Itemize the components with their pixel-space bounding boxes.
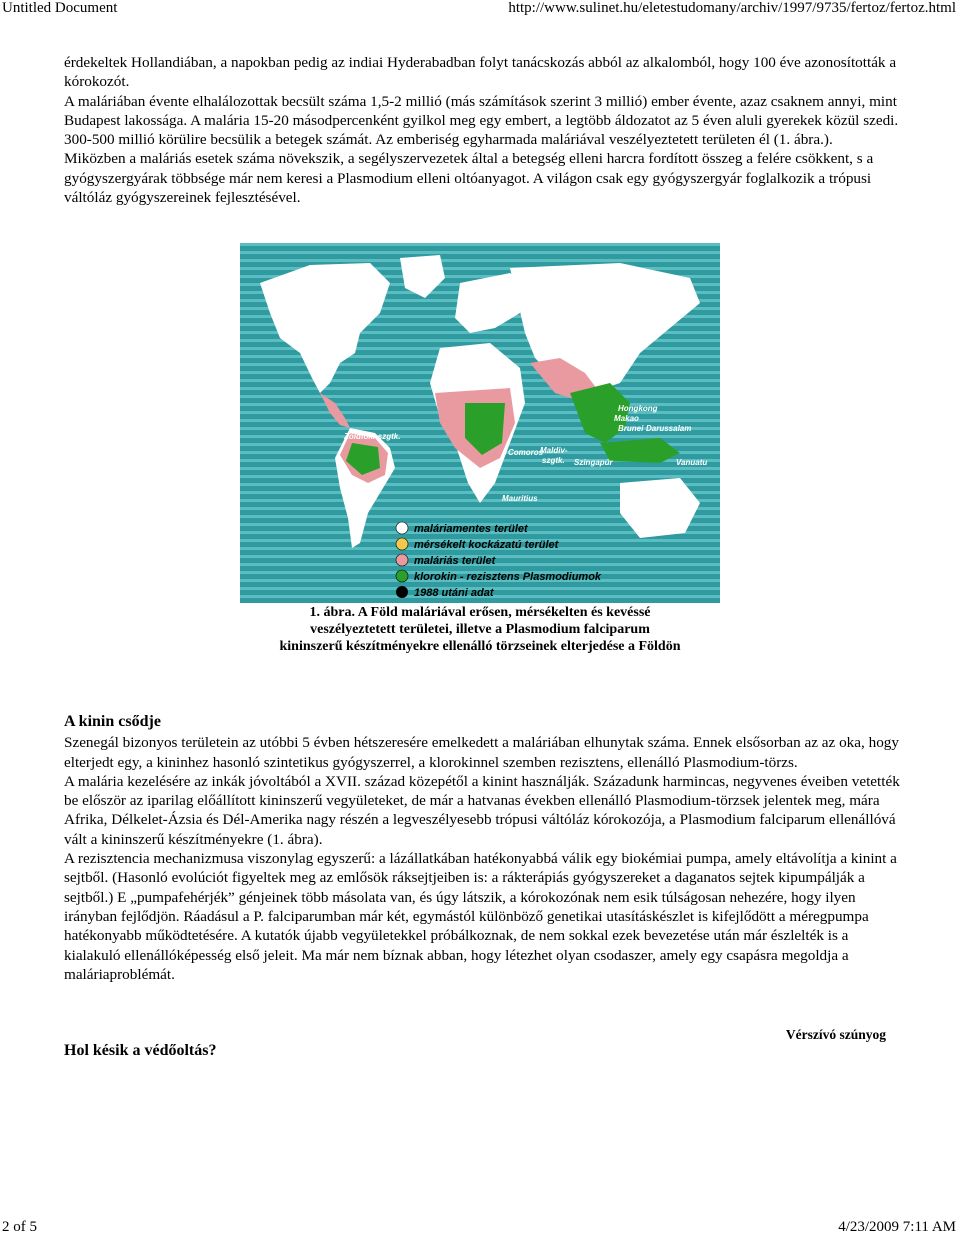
map-label-darussalam: Darussalam [646, 424, 692, 433]
kinin-paragraph: A malária kezelésére az inkák jóvoltából a XVII. század közepétől a kinint használják. Századunk harmincas, negyvenes éveiben vetették be először az iparilag előállított kininszerű vegyületeket, de már a hatvanas években ellenálló Plasmodium-törzsek jelentek meg, mára Afrika, Délkelet-Ázsia és Dél-Amerika nagy részén a legveszélyesebb trópusi váltóláz kórokozója, a Plasmodium falciparum ellenállóvá vált a kininszerű készítményekre (1. ábra). [64, 772, 900, 848]
legend-label-malaria: maláriás terület [414, 555, 496, 567]
malaria-world-map [240, 243, 720, 603]
figure-caption-line: kininszerű készítményekre ellenálló törzseinek elterjedése a Földön [279, 639, 681, 654]
legend-swatch-moderate-risk [396, 538, 408, 550]
kinin-paragraph: Szenegál bizonyos területein az utóbbi 5 évben hétszeresére emelkedett a maláriában elhunytak száma. Ennek elsősorban az az oka, hogy elterjedt egy, a kininhez hasonló szintetikus gyógyszerrel, a klorokinnel szemben rezisztens, ellenálló Plasmodium-törzs. [64, 734, 899, 771]
section-heading-vaccine: Hol késik a védőoltás? [64, 1042, 217, 1059]
browser-page-url: http://www.sulinet.hu/eletestudomany/archiv/1997/9735/fertoz/fertoz.html [508, 0, 956, 16]
legend-swatch-malaria [396, 554, 408, 566]
page-counter: 2 of 5 [2, 1219, 37, 1235]
image-caption-mosquito: Vérszívó szúnyog [785, 1027, 886, 1042]
world-map-graphic [240, 243, 720, 603]
legend-label-malaria-free: maláriamentes terület [414, 523, 528, 535]
map-label-maldiv: Maldiv- [540, 446, 568, 455]
intro-paragraph: A maláriában évente elhalálozottak becsült száma 1,5-2 millió (más számítások szerint 3 millió) ember évente, azaz csaknem annyi, mint Budapest lakossága. A malária 15-20 másodpercenként gyilkol meg egy embert, a legtöbb áldozatot az 5 éven aluli gyerekek közül szedi. 300-500 millió körülire becsülik a betegek számát. Az emberiség egyharmada maláriával veszélyeztetett területen él (1. ábra.). [64, 92, 899, 149]
legend-swatch-resistant [396, 570, 408, 582]
browser-page-title: Untitled Document [2, 0, 118, 16]
intro-paragraph: Miközben a maláriás esetek száma növekszik, a segélyszervezetek által a betegség elleni harcra fordított összeg a felére csökkent, s a gyógyszergyárak többsége már nem keresi a Plasmodium elleni oltóanyagot. A világon csak egy gyógyszergyár foglalkozik a trópusi váltóláz gyógyszereinek fejlesztésével. [64, 150, 874, 207]
kinin-paragraph: A rezisztencia mechanizmusa viszonylag egyszerű: a lázállatkában hatékonyabbá válik egy biokémiai pumpa, amely eltávolítja a kinint a sejtből. (Hasonló evolúciót figyeltek meg az emlősök ráksejtjeiben is: a rákterápiás gyógyszereket a daganatos sejtek kipumpálják a sejtből.) E „pumpafehérjék” génjeinek több másolata van, és úgy látszik, a kórokozónak nem esik túlságosan nehezére, hogy ilyen irányban fejlődjön. Ráadásul a P. falciparumban már két, egymástól különböző genetikai utasításkészlet is kifejlődött a méregpumpa hatékonyabb működtetésére. A kutatók újabb vegyületekkel próbálkoznak, de nem sokkal ezek bevezetése után már észlelték is a kialakuló ellenállóképesség első jeleit. Ma már nem bíznak abban, hogy létezhet olyan csodaszer, amely egy csapásra megoldja a maláriaproblémát. [64, 850, 897, 983]
map-label-mauritius: Mauritius [502, 494, 538, 503]
map-label-makao: Makao [614, 414, 639, 423]
section-heading: A kinin csődje [64, 713, 161, 730]
legend-label-moderate-risk: mérsékelt kockázatú terület [414, 539, 559, 551]
intro-section [64, 53, 904, 207]
map-label-comoros: Comoros [508, 448, 544, 457]
legend-swatch-malaria-free [396, 522, 408, 534]
map-label-zoldfoki: Zöldfoki-szgtk. [344, 432, 401, 441]
map-label-hongkong: Hongkong [618, 404, 658, 413]
figure-caption-line: 1. ábra. A Föld maláriával erősen, mérsékelten és kevéssé [309, 605, 651, 620]
legend-label-resistant: klorokin - rezisztens Plasmodiumok [414, 571, 602, 583]
map-label-maldiv-2: szgtk. [542, 456, 565, 465]
legend-swatch-post-1988 [396, 586, 408, 598]
figure-caption-line: veszélyeztetett területei, illetve a Plasmodium falciparum [310, 622, 650, 637]
print-datetime: 4/23/2009 7:11 AM [838, 1219, 956, 1235]
intro-paragraph: érdekeltek Hollandiában, a napokban pedig az indiai Hyderabadban folyt tanácskozás abból az alkalomból, hogy 100 éve azonosították a kórokozót. [64, 54, 897, 91]
legend-label-post-1988: 1988 utáni adat [414, 587, 494, 599]
map-label-brunei: Brunei [618, 424, 644, 433]
map-label-vanuatu: Vanuatu [676, 458, 708, 467]
map-label-szingapur: Szingapúr [574, 458, 613, 467]
kinin-section [64, 712, 904, 984]
figure-caption [180, 604, 780, 655]
